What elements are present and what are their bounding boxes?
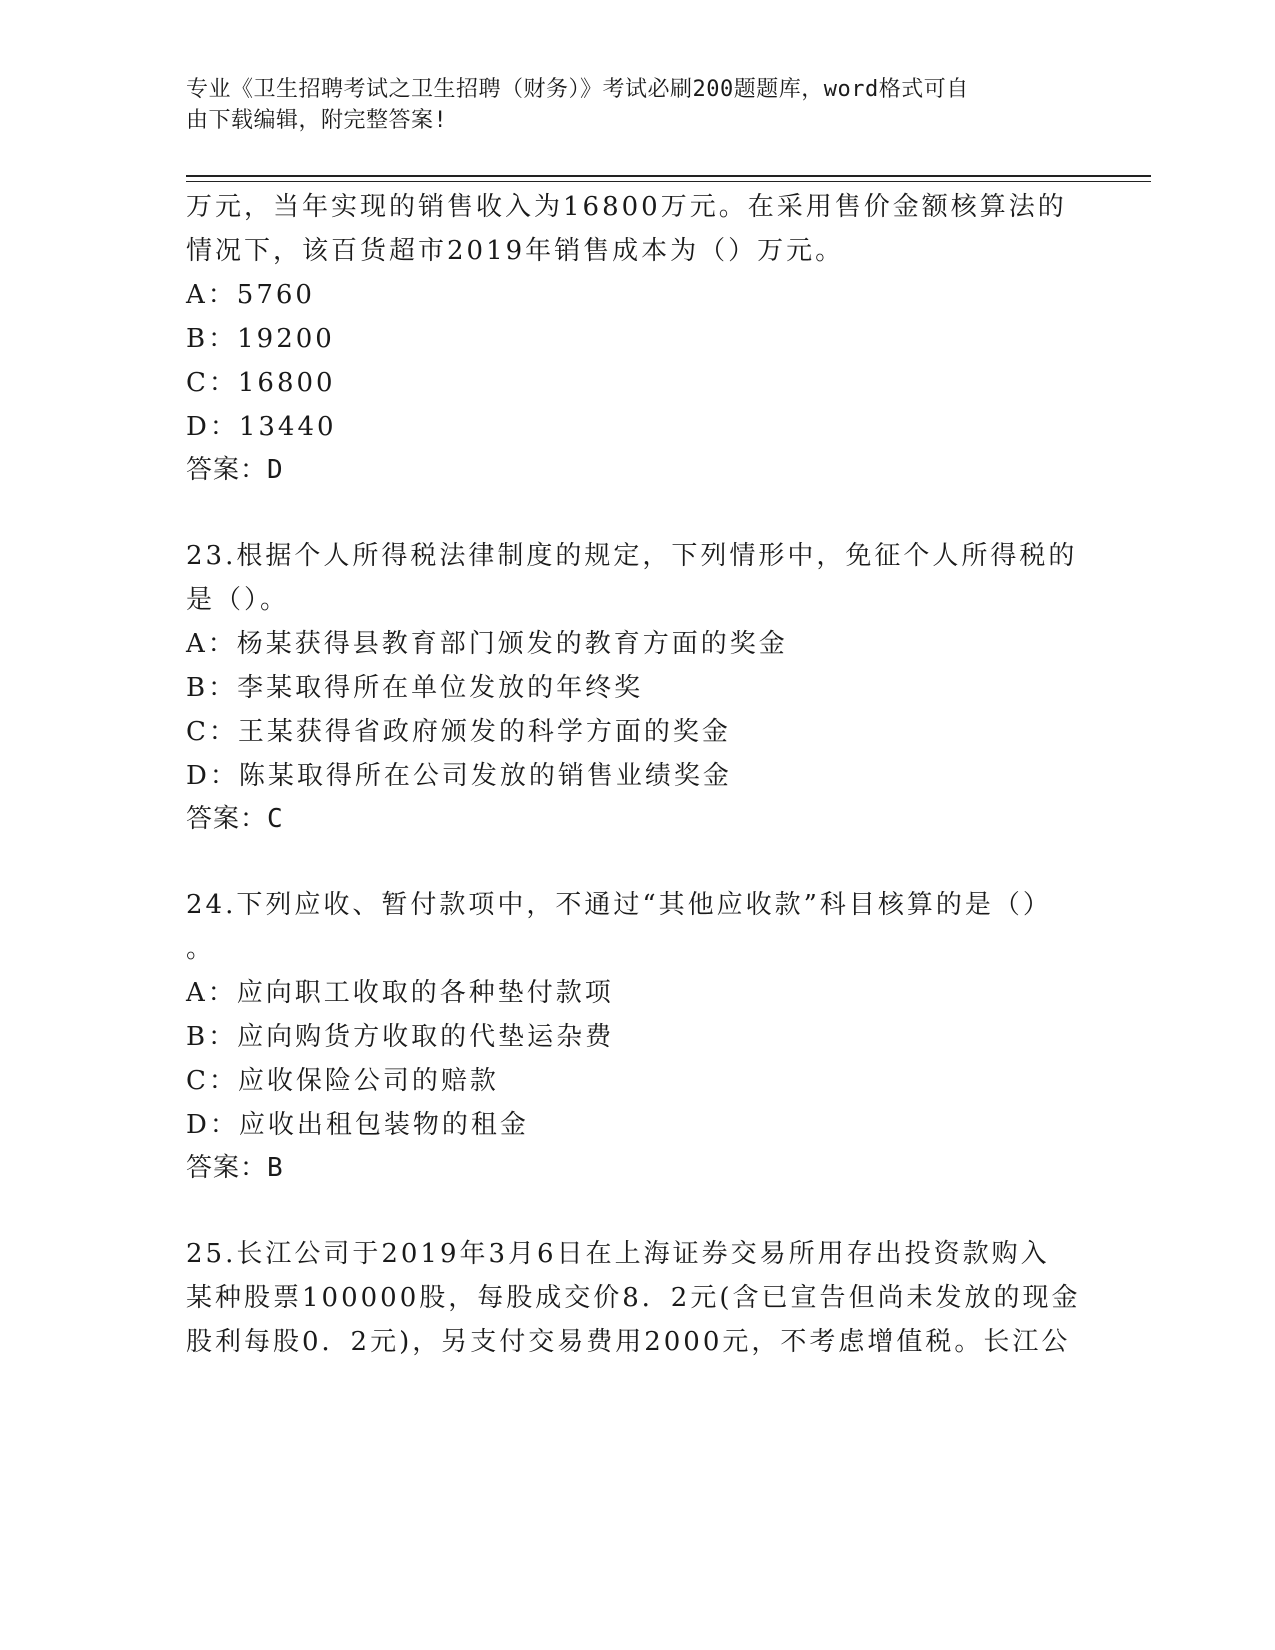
q23-text-line-2: 是（）。: [186, 585, 290, 615]
q24-answer: 答案：B: [186, 1153, 284, 1183]
header-divider-thick: [186, 175, 1151, 177]
q25-text-line-2: 某种股票100000股，每股成交价8．2元(含已宣告但尚未发放的现金: [186, 1283, 1081, 1313]
q24-text-line-2: 。: [186, 934, 216, 964]
header-divider-thin: [186, 181, 1151, 182]
q22-option-a: A：5760: [186, 280, 315, 310]
document-header: [186, 74, 1076, 136]
q25-text-line-1: 25.长江公司于2019年3月6日在上海证券交易所用存出投资款购入: [186, 1239, 1050, 1269]
q22-option-b: B：19200: [186, 324, 335, 354]
q22-option-d: D：13440: [186, 412, 337, 442]
q22-text-line-2: 情况下，该百货超市2019年销售成本为（）万元。: [186, 236, 845, 266]
q24-option-b: B：应向购货方收取的代垫运杂费: [186, 1022, 615, 1052]
q23-option-c: C：王某获得省政府颁发的科学方面的奖金: [186, 717, 731, 747]
q25-text-line-3: 股利每股0．2元)，另支付交易费用2000元，不考虑增值税。长江公: [186, 1327, 1071, 1357]
q24-option-d: D：应收出租包装物的租金: [186, 1110, 529, 1140]
q23-text-line-1: 23.根据个人所得税法律制度的规定，下列情形中，免征个人所得税的: [186, 541, 1078, 571]
q22-text-line-1: 万元，当年实现的销售收入为16800万元。在采用售价金额核算法的: [186, 192, 1067, 222]
q23-option-d: D：陈某取得所在公司发放的销售业绩奖金: [186, 761, 732, 791]
header-line-1: 专业《卫生招聘考试之卫生招聘（财务）》考试必刷200题题库，word格式可自: [186, 77, 969, 102]
header-line-2: 由下载编辑，附完整答案!: [186, 108, 448, 133]
q24-text-line-1: 24.下列应收、暂付款项中，不通过“其他应收款”科目核算的是（）: [186, 890, 1052, 920]
q22-answer: 答案：D: [186, 455, 284, 485]
q23-answer: 答案：C: [186, 804, 284, 834]
q24-option-a: A：应向职工收取的各种垫付款项: [186, 978, 614, 1008]
q23-option-a: A：杨某获得县教育部门颁发的教育方面的奖金: [186, 629, 788, 659]
q24-option-c: C：应收保险公司的赔款: [186, 1066, 499, 1096]
q23-option-b: B：李某取得所在单位发放的年终奖: [186, 673, 644, 703]
q22-option-c: C：16800: [186, 368, 336, 398]
